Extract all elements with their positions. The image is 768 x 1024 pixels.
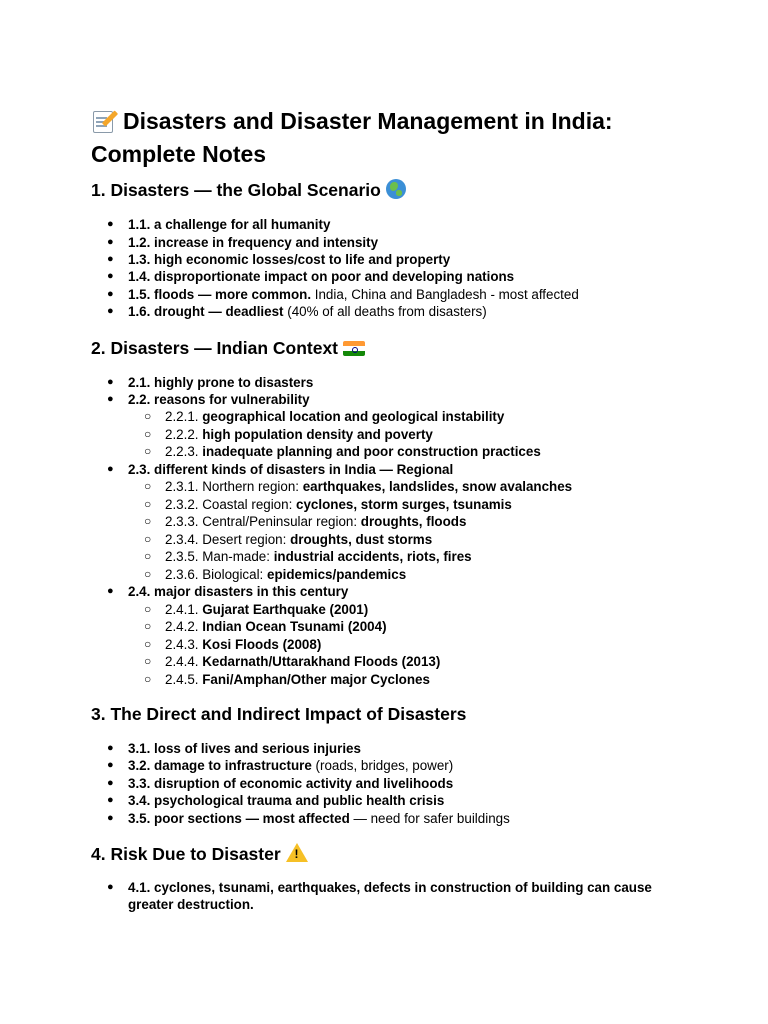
list-item: 3.4. psychological trauma and public health crisis — [128, 793, 445, 808]
memo-icon — [91, 107, 117, 133]
sub-list-item: 2.3.3. Central/Peninsular region: droughts, floods — [165, 514, 467, 529]
sub-list-item: 2.4.5. Fani/Amphan/Other major Cyclones — [165, 672, 430, 687]
document-page: Disasters and Disaster Management in India: Complete Notes 1. Disasters — the Global Scenario ● 1.1. a challenge for all humanity ● 1.2. increase in frequency and intensity ● 1.3. high economic losses/cost to life and property ● 1.4. disproportionate impact on poor and developing nations ● 1.5. floods — more common. India, China and Bangladesh - most affected ● 1.6. drought — deadliest (40% of all deaths from disasters) 2. Disasters — Indian Context ● 2.1. highly prone to disasters ● 2.2. reasons for vulnerability ○ 2.2.1. geographical location and geological instability ○ 2.2.2. high population density and poverty ○ 2.2.3. inadequate planning and poor construction practices ● 2.3. different kinds of disasters in India — Regional ○ 2.3.1. Northern region: earthquakes, landslides, snow avalanches ○ 2.3.2. Coastal region: cyclones, storm surges, tsunamis ○ 2.3.3. Central/Peninsular region: droughts, floods ○ 2.3.4. Desert region: droughts, dust storms ○ 2.3.5. Man-made: industrial accidents, riots, fires ○ 2.3.6. Biological: epidemics/pandemics ● 2.4. major disasters in this century ○ 2.4.1. Gujarat Earthquake (2001) ○ 2.4.2. Indian Ocean Tsunami (2004) ○ 2.4.3. Kosi Floods (2008) ○ 2.4.4. Kedarnath/Uttarakhand Floods (2013) ○ 2.4.5. Fani/Amphan/Other major Cyclones 3. The Direct and Indirect Impact of Disasters ● 3.1. loss of lives and serious injuries ● 3.2. damage to infrastructure (roads, bridges, power) ● 3.3. disruption of economic activity and livelihoods ● 3.4. psychological trauma and public health crisis ● 3.5. poor sections — most affected — need for safer buildings 4. Risk Due to Disaster ! ● 4.1. cyclones, tsunami, earthquakes, defects in construction of building can cause greater destruction. — [0, 0, 768, 1024]
sub-list-item: 2.2.2. high population density and poverty — [165, 427, 433, 442]
india-flag-icon — [343, 341, 365, 356]
sub-list-item: 2.3.4. Desert region: droughts, dust storms — [165, 532, 433, 547]
list-item: 1.3. high economic losses/cost to life and property — [128, 252, 451, 267]
sub-list-item: 2.3.1. Northern region: earthquakes, landslides, snow avalanches — [165, 479, 573, 494]
list-item: 3.5. poor sections — most affected — need for safer buildings — [128, 811, 510, 826]
sub-list-item: 2.4.3. Kosi Floods (2008) — [165, 637, 322, 652]
list-item: 1.2. increase in frequency and intensity — [128, 235, 379, 250]
list-item: 1.5. floods — more common. India, China and Bangladesh - most affected — [128, 287, 579, 302]
warning-icon: ! — [286, 843, 308, 862]
sub-list-item: 2.4.1. Gujarat Earthquake (2001) — [165, 602, 369, 617]
section-3-heading: 3. The Direct and Indirect Impact of Disasters — [91, 704, 467, 724]
sub-list-item: 2.2.3. inadequate planning and poor construction practices — [165, 444, 541, 459]
list-item: 3.3. disruption of economic activity and livelihoods — [128, 776, 454, 791]
section-2-heading: 2. Disasters — Indian Context — [91, 336, 365, 360]
section-4-heading: 4. Risk Due to Disaster ! — [91, 842, 308, 866]
sub-list-item: 2.2.1. geographical location and geological instability — [165, 409, 505, 424]
sub-list-item: 2.4.4. Kedarnath/Uttarakhand Floods (2013) — [165, 654, 441, 669]
list-item: 3.2. damage to infrastructure (roads, bridges, power) — [128, 758, 454, 773]
list-item: 2.4. major disasters in this century — [128, 584, 349, 599]
list-item: 4.1. cyclones, tsunami, earthquakes, defects in construction of building can cause greater destruction. — [128, 880, 652, 912]
sub-list-item: 2.3.6. Biological: epidemics/pandemics — [165, 567, 407, 582]
list-item: 1.6. drought — deadliest (40% of all deaths from disasters) — [128, 304, 487, 319]
list-item: 1.1. a challenge for all humanity — [128, 217, 331, 232]
list-item: 2.2. reasons for vulnerability — [128, 392, 310, 407]
list-item: 2.3. different kinds of disasters in India — Regional — [128, 462, 454, 477]
list-item: 2.1. highly prone to disasters — [128, 375, 314, 390]
globe-icon — [386, 179, 406, 199]
sub-list-item: 2.3.5. Man-made: industrial accidents, riots, fires — [165, 549, 472, 564]
section-1-heading: 1. Disasters — the Global Scenario — [91, 178, 406, 202]
list-item: 1.4. disproportionate impact on poor and developing nations — [128, 269, 515, 284]
page-title: Disasters and Disaster Management in India: Complete Notes — [91, 108, 613, 167]
list-item: 3.1. loss of lives and serious injuries — [128, 741, 361, 756]
sub-list-item: 2.4.2. Indian Ocean Tsunami (2004) — [165, 619, 387, 634]
sub-list-item: 2.3.2. Coastal region: cyclones, storm surges, tsunamis — [165, 497, 512, 512]
